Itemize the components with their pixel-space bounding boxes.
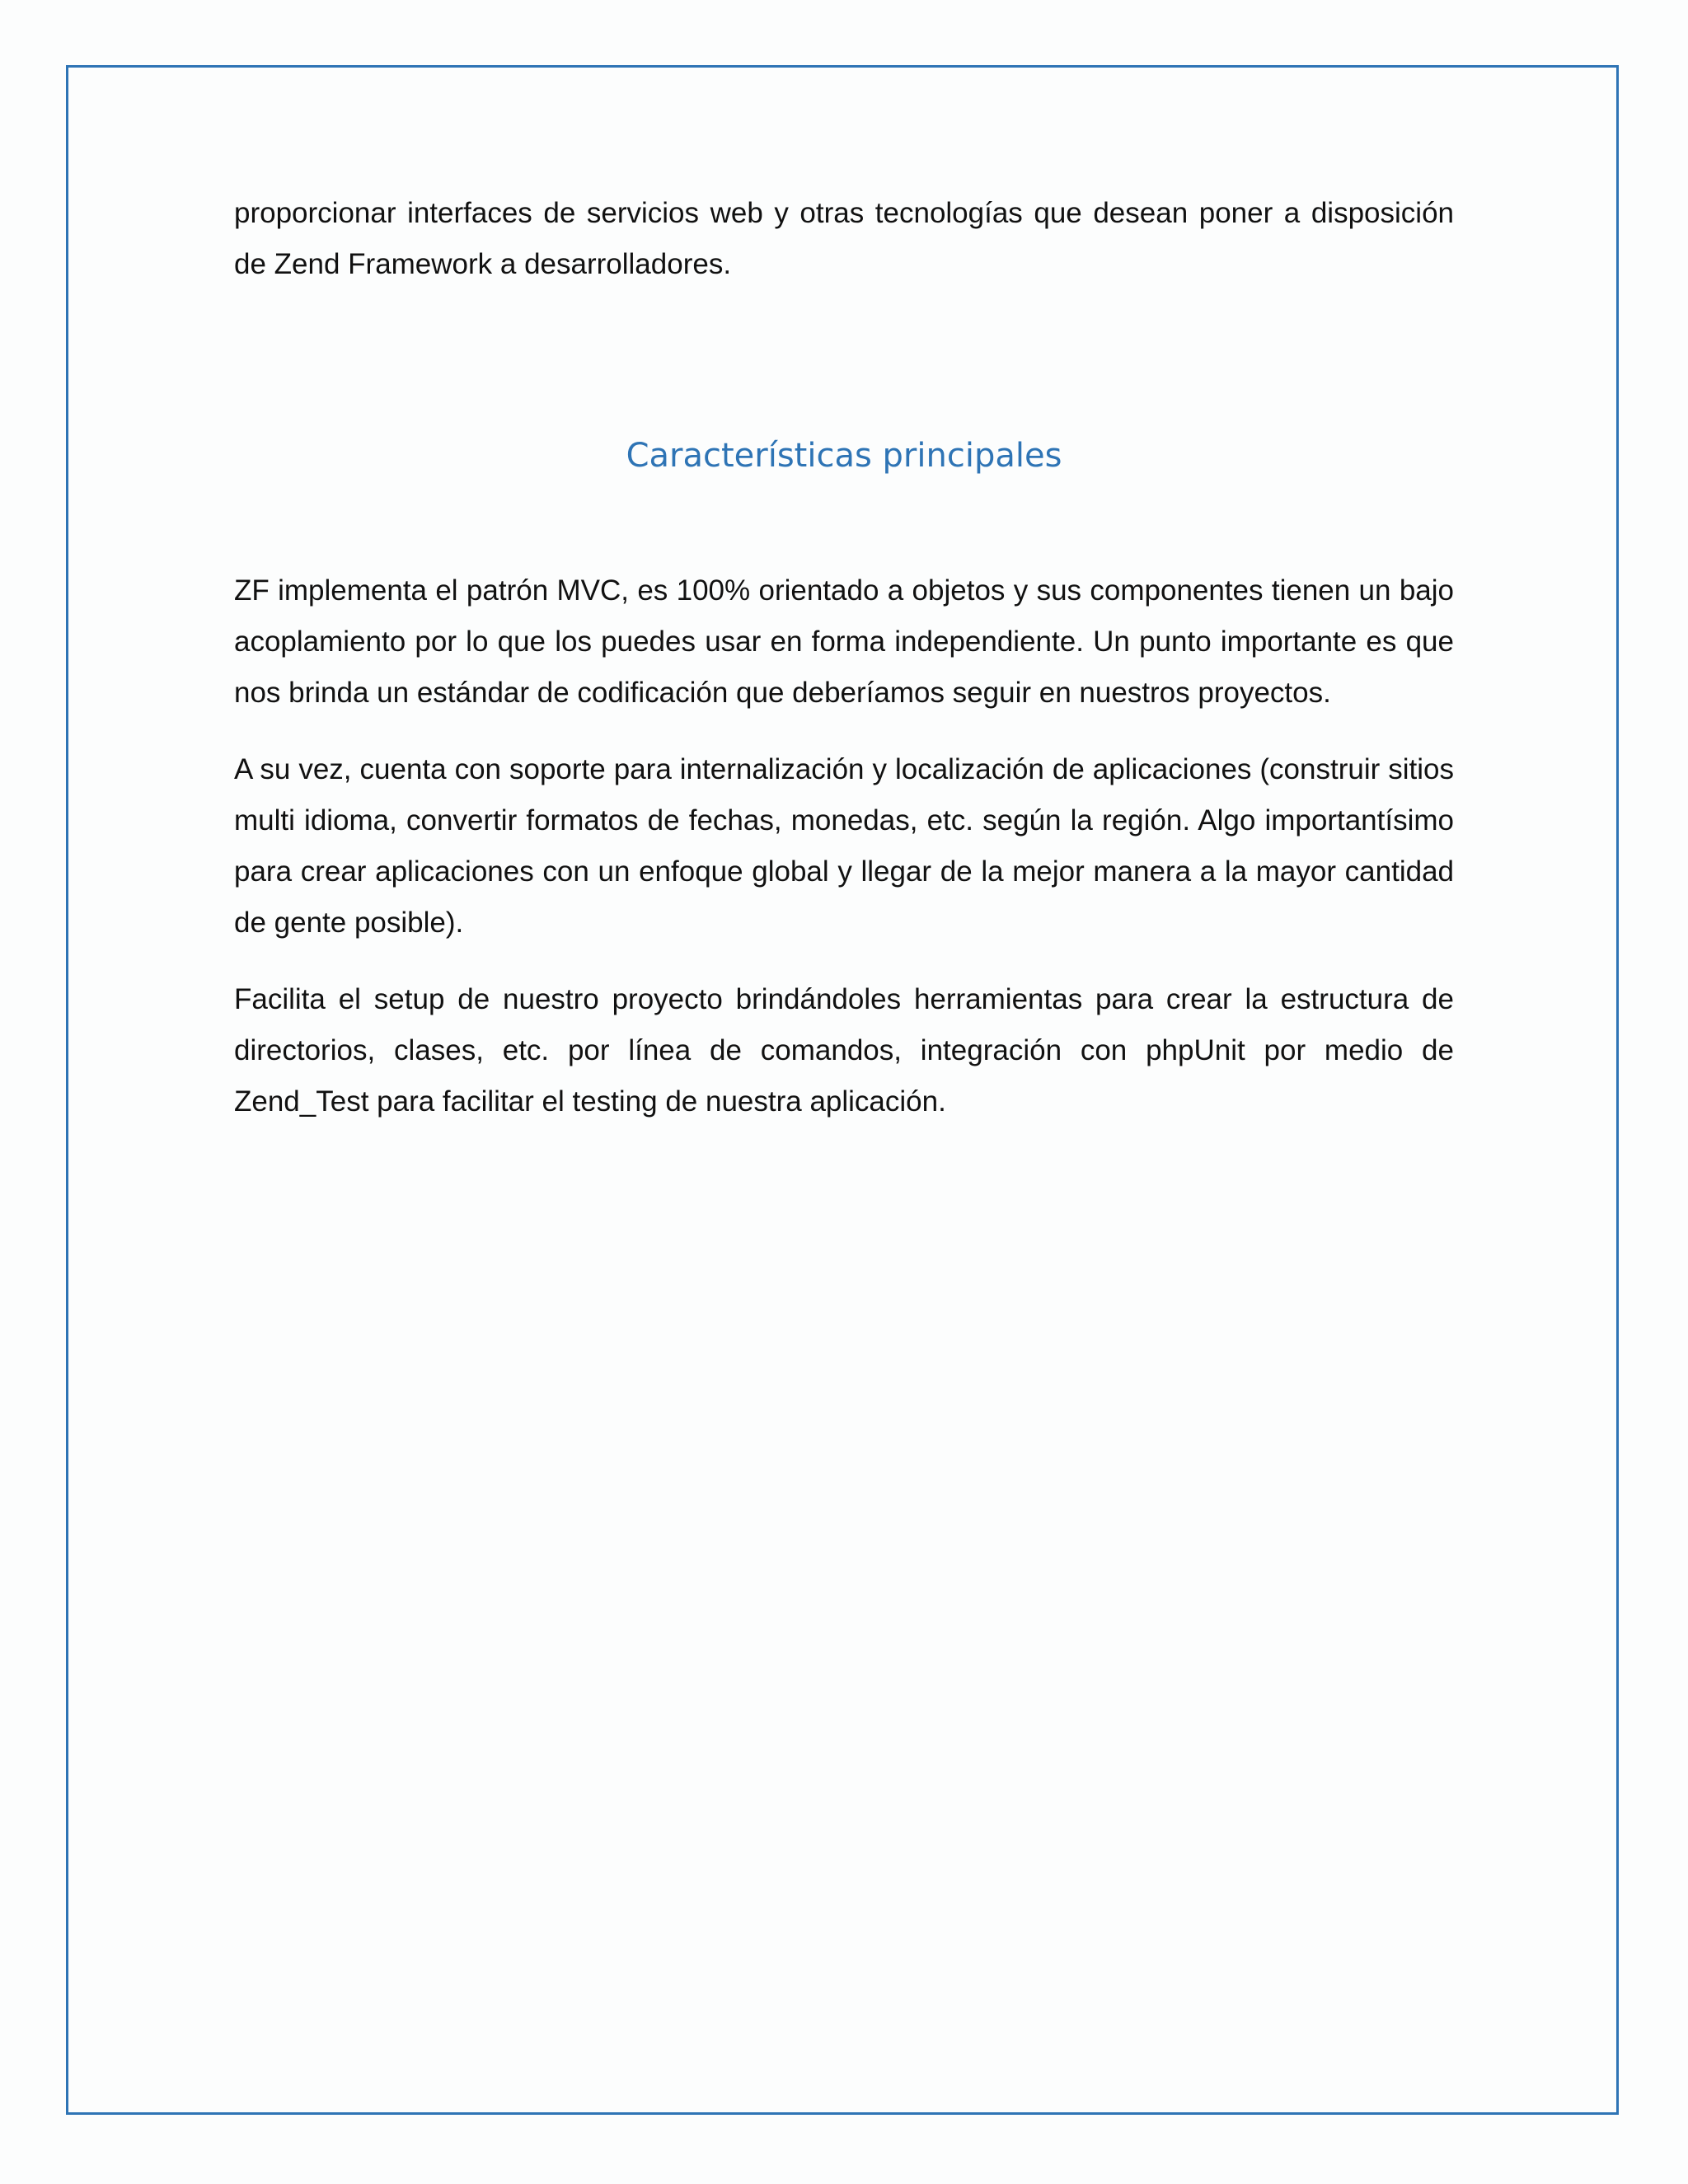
intro-paragraph: proporcionar interfaces de servicios web y otras tecnologías que desean poner a disposición de Zend Framework a desarrolladores. xyxy=(234,197,1454,280)
paragraph-internationalization: A su vez, cuenta con soporte para internalización y localización de aplicaciones (construir sitios multi idioma, convertir formatos de fechas, monedas, etc. según la región. Algo importantísimo para crear aplicaciones con un enfoque global y llegar de la mejor manera a la mayor cantidad de gente posible). xyxy=(234,753,1454,939)
paragraph-setup-tools: Facilita el setup de nuestro proyecto brindándoles herramientas para crear la estructura de directorios, clases, etc. por línea de comandos, integración con phpUnit por medio de Zend_Test para facilitar el testing de nuestra aplicación. xyxy=(234,983,1454,1118)
paragraph-mvc: ZF implementa el patrón MVC, es 100% orientado a objetos y sus componentes tienen un bajo acoplamiento por lo que los puedes usar en forma independiente. Un punto importante es que nos brinda un estándar de codificación que deberíamos seguir en nuestros proyectos. xyxy=(234,574,1454,709)
section-heading: Características principales xyxy=(626,437,1062,475)
document-body xyxy=(234,188,1454,1127)
